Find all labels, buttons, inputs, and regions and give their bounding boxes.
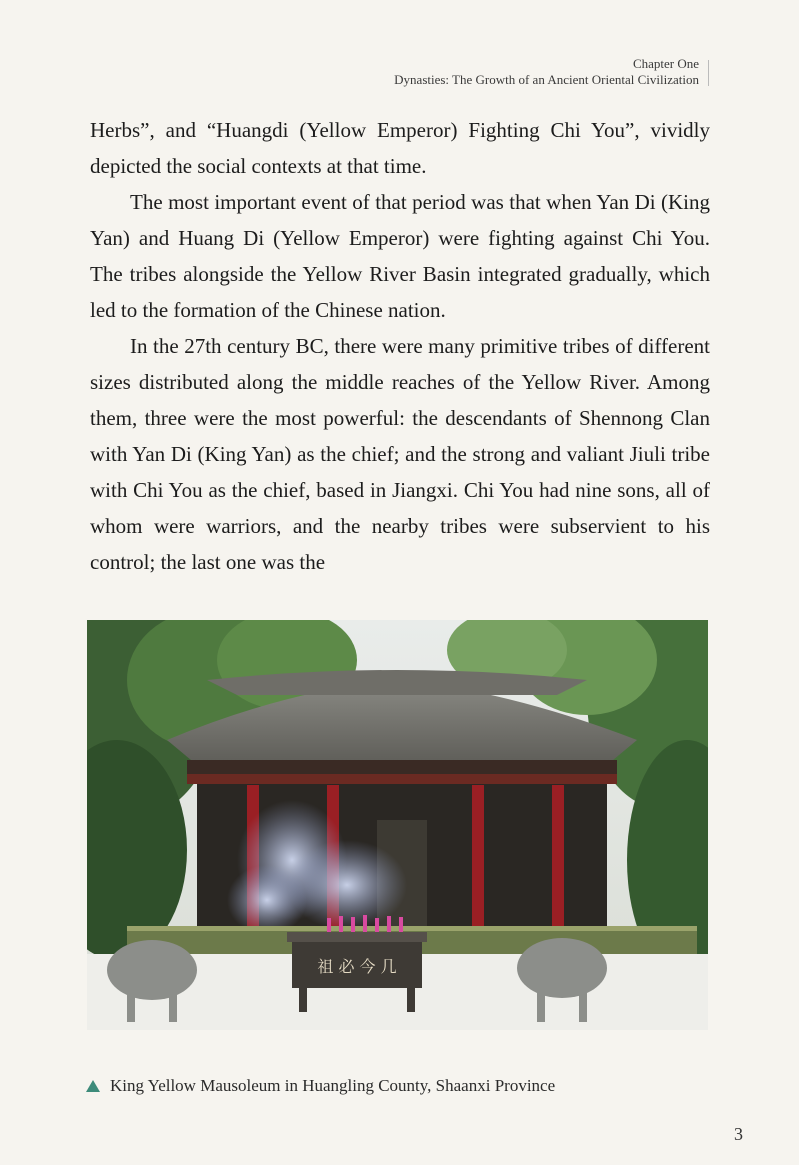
running-head-divider xyxy=(708,60,709,86)
paragraph-continued: Herbs”, and “Huangdi (Yellow Emperor) Fighting Chi You”, vividly depicted the social contexts at that time. xyxy=(90,118,710,178)
triangle-marker-icon xyxy=(86,1080,100,1092)
running-head-title: Dynasties: The Growth of an Ancient Oriental Civilization xyxy=(394,72,699,87)
mausoleum-illustration xyxy=(87,620,708,1030)
caption-text: King Yellow Mausoleum in Huangling County, Shaanxi Province xyxy=(110,1076,556,1095)
paragraph: The most important event of that period was that when Yan Di (King Yan) and Huang Di (Yellow Emperor) were fighting against Chi You. The tribes alongside the Yellow River Basin integrated gradually, which led to the formation of the Chinese nation. xyxy=(90,190,710,322)
photo-caption xyxy=(86,1076,555,1096)
mausoleum-photo xyxy=(87,620,708,1030)
roof-eave xyxy=(187,760,617,774)
censer-inscription: 祖 必 今 几 xyxy=(317,957,397,976)
body-text xyxy=(90,112,710,580)
paragraph: In the 27th century BC, there were many primitive tribes of different sizes distributed along the middle reaches of the Yellow River. Among them, three were the most powerful: the descendants of Shennong Clan with Yan Di (King Yan) as the chief; and the strong and valiant Jiuli tribe with Chi You as the chief, based in Jiangxi. Chi You had nine sons, all of whom were warriors, and the nearby tribes were subservient to his control; the last one was the xyxy=(90,334,710,574)
page-number: 3 xyxy=(734,1124,743,1144)
running-head-chapter: Chapter One xyxy=(632,56,699,71)
running-head xyxy=(394,56,699,88)
